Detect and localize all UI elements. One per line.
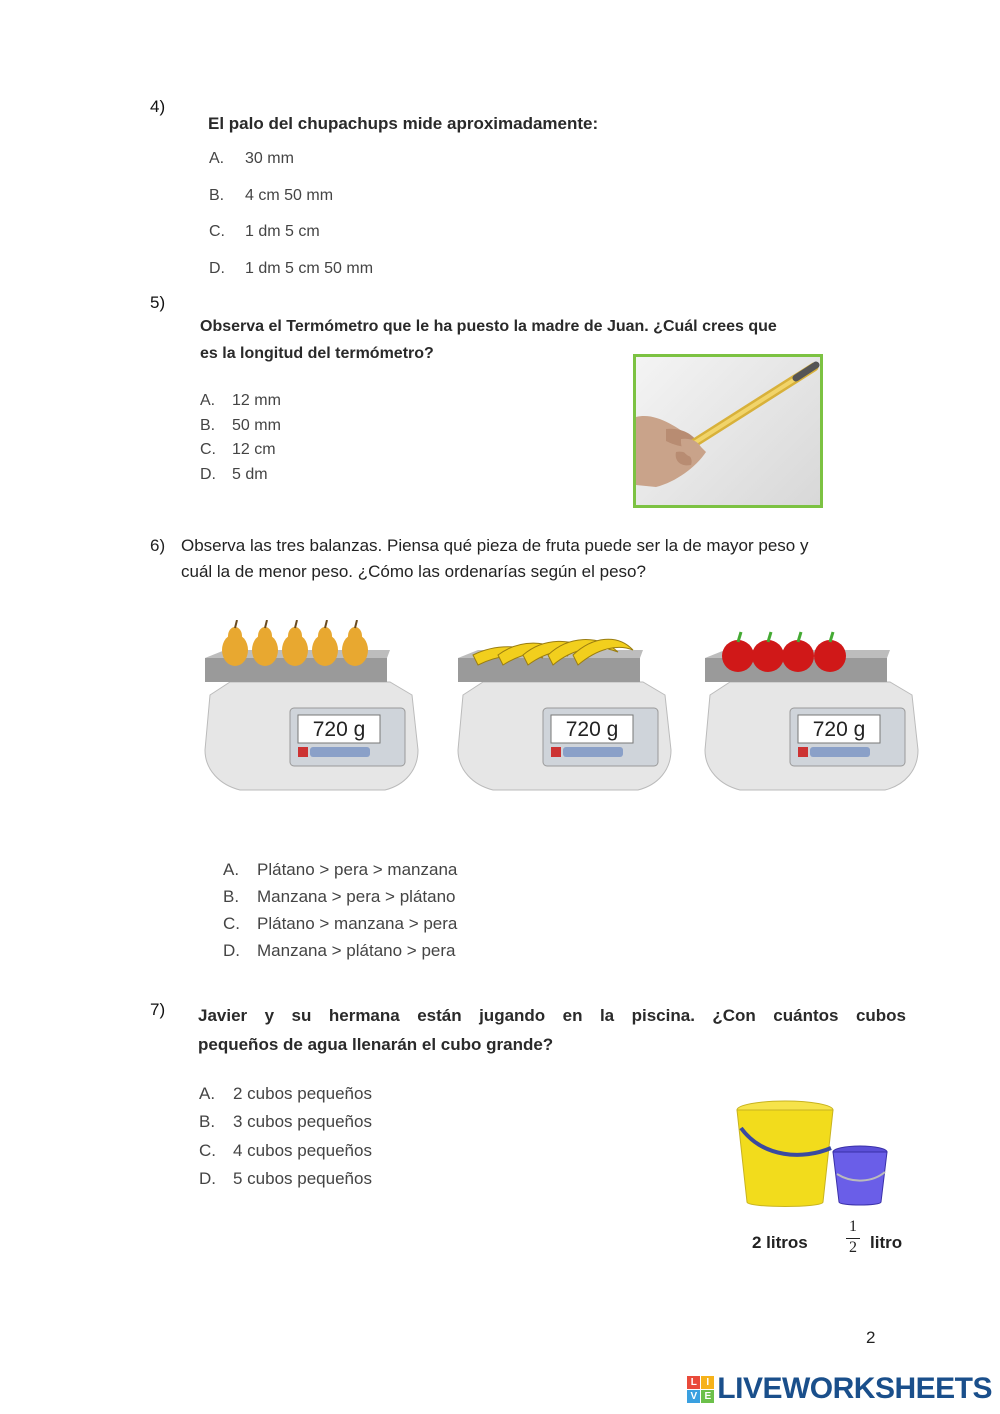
- question-5-option-b[interactable]: [200, 417, 281, 435]
- page-number: 2: [866, 1328, 876, 1347]
- option-text: 12 cm: [232, 441, 276, 458]
- option-letter: C.: [223, 914, 240, 933]
- question-5-text-line1: Observa el Termómetro que le ha puesto la madre de Juan. ¿Cuál crees que: [200, 318, 777, 335]
- small-bucket-unit: litro: [870, 1233, 903, 1252]
- option-letter: D.: [200, 466, 216, 483]
- question-5-option-c[interactable]: [200, 441, 276, 459]
- scale-pears: [200, 620, 422, 800]
- question-5-option-d[interactable]: [200, 466, 268, 484]
- question-7-option-b[interactable]: [199, 1112, 372, 1132]
- liveworksheets-logo[interactable]: [687, 1372, 992, 1406]
- option-letter: D.: [209, 260, 225, 277]
- logo-letter: V: [687, 1390, 700, 1403]
- option-letter: A.: [200, 392, 216, 409]
- question-4-option-c[interactable]: [209, 223, 320, 241]
- question-7-option-d[interactable]: [199, 1169, 372, 1189]
- logo-icon: [687, 1376, 714, 1403]
- thermometer-icon: [636, 357, 820, 505]
- question-7-text-line1: Javier y su hermana están jugando en la piscina. ¿Con cuántos cubos: [198, 1006, 906, 1025]
- fraction: [843, 1218, 863, 1257]
- scale-display: 720 g: [565, 718, 619, 741]
- option-text: Manzana > plátano > pera: [257, 941, 456, 960]
- option-letter: B.: [209, 187, 225, 204]
- big-bucket-label: 2 litros: [752, 1233, 808, 1252]
- option-text: 30 mm: [245, 150, 294, 167]
- question-4-number: 4): [150, 97, 166, 116]
- question-6-option-d[interactable]: [223, 941, 455, 961]
- question-6-option-b[interactable]: [223, 887, 455, 907]
- question-7-text-line2: pequeños de agua llenarán el cubo grande?: [198, 1035, 554, 1054]
- option-letter: C.: [200, 441, 216, 458]
- option-text: 1 dm 5 cm 50 mm: [245, 260, 374, 277]
- logo-letter: L: [687, 1376, 700, 1389]
- option-letter: D.: [223, 941, 240, 960]
- option-letter: A.: [223, 860, 240, 879]
- option-text: 1 dm 5 cm: [245, 223, 320, 240]
- option-letter: A.: [199, 1084, 216, 1103]
- question-6-option-a[interactable]: [223, 860, 457, 880]
- question-5-number: 5): [150, 293, 166, 312]
- question-4-text: El palo del chupachups mide aproximadamente:: [208, 114, 599, 133]
- option-letter: B.: [223, 887, 240, 906]
- question-5-text-line2: es la longitud del termómetro?: [200, 345, 434, 362]
- option-text: Plátano > pera > manzana: [257, 860, 458, 879]
- option-text: 12 mm: [232, 392, 281, 409]
- logo-letter: I: [701, 1376, 714, 1389]
- thermometer-image: [633, 354, 823, 508]
- small-bucket-icon: [833, 1146, 887, 1205]
- option-letter: B.: [199, 1112, 216, 1131]
- question-6-option-c[interactable]: [223, 914, 457, 934]
- option-letter: C.: [199, 1141, 216, 1160]
- scale-display: 720 g: [812, 718, 866, 741]
- option-text: 2 cubos pequeños: [233, 1084, 372, 1103]
- option-letter: D.: [199, 1169, 216, 1188]
- question-6-number: 6): [150, 536, 166, 555]
- question-7-option-a[interactable]: [199, 1084, 372, 1104]
- fraction-denominator: 2: [849, 1239, 857, 1256]
- option-text: 5 cubos pequeños: [233, 1169, 372, 1188]
- fraction-numerator: 1: [849, 1218, 857, 1235]
- logo-letter: E: [701, 1390, 714, 1403]
- option-text: 5 dm: [232, 466, 268, 483]
- scale-display: 720 g: [312, 718, 366, 741]
- question-4-option-b[interactable]: [209, 187, 333, 205]
- big-bucket-icon: [737, 1101, 833, 1207]
- logo-text: LIVEWORKSHEETS: [717, 1372, 992, 1405]
- scale-apples: [700, 620, 922, 800]
- option-text: Plátano > manzana > pera: [257, 914, 458, 933]
- scale-bananas: [453, 620, 675, 800]
- pear-icon: [222, 620, 368, 666]
- question-4-option-d[interactable]: [209, 260, 373, 278]
- option-letter: C.: [209, 223, 225, 240]
- option-text: 4 cubos pequeños: [233, 1141, 372, 1160]
- option-letter: A.: [209, 150, 225, 167]
- buckets-image: [733, 1098, 893, 1213]
- option-text: Manzana > pera > plátano: [257, 887, 456, 906]
- question-6-text-line2: cuál la de menor peso. ¿Cómo las ordenarías según el peso?: [181, 562, 646, 581]
- question-6-text-line1: Observa las tres balanzas. Piensa qué pieza de fruta puede ser la de mayor peso y: [181, 536, 809, 555]
- question-5-option-a[interactable]: [200, 392, 281, 410]
- question-7-number: 7): [150, 1000, 166, 1019]
- question-7-option-c[interactable]: [199, 1141, 372, 1161]
- option-text: 50 mm: [232, 417, 281, 434]
- question-4-option-a[interactable]: [209, 150, 294, 168]
- option-text: 4 cm 50 mm: [245, 187, 334, 204]
- option-text: 3 cubos pequeños: [233, 1112, 372, 1131]
- option-letter: B.: [200, 417, 216, 434]
